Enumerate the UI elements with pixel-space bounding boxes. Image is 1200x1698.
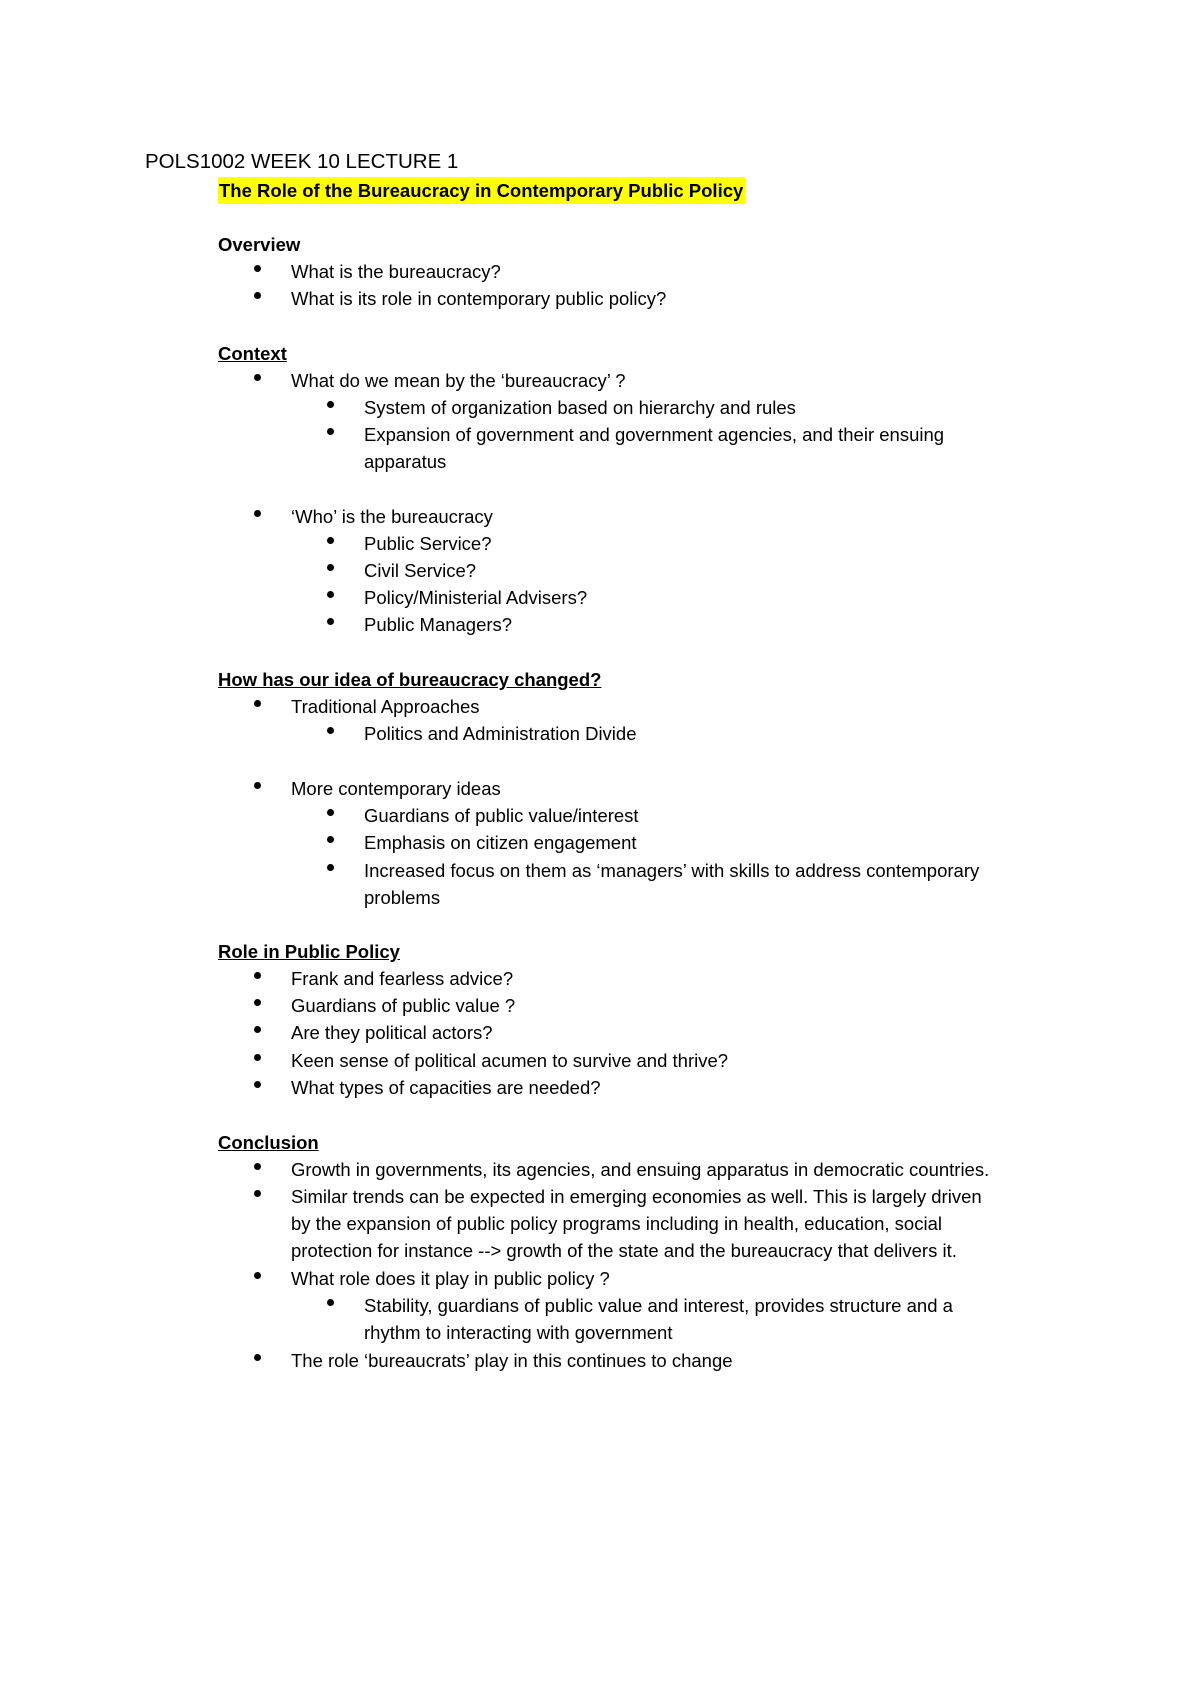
sub-list-item: Stability, guardians of public value and interest, provides structure and a <box>364 1295 953 1316</box>
bullet-icon <box>327 618 334 625</box>
list-item: What is the bureaucracy? <box>291 261 501 282</box>
bullet-icon <box>327 809 334 816</box>
list-item: Traditional Approaches <box>291 696 480 717</box>
document-title: POLS1002 WEEK 10 LECTURE 1 <box>145 150 459 173</box>
bullet-icon <box>327 564 334 571</box>
bullet-icon <box>254 265 261 272</box>
section-heading-context: Context <box>218 343 287 364</box>
bullet-icon <box>254 1272 261 1279</box>
sub-list-item: Civil Service? <box>364 560 477 581</box>
bullet-icon <box>254 1026 261 1033</box>
bullet-icon <box>254 972 261 979</box>
sub-list-item: Politics and Administration Divide <box>364 723 637 744</box>
sub-list-item-continuation: apparatus <box>364 451 447 472</box>
sub-list-item: Increased focus on them as ‘managers’ with skills to address contemporary <box>364 860 980 881</box>
bullet-icon <box>327 401 334 408</box>
list-item: Similar trends can be expected in emerging economies as well. This is largely driven <box>291 1186 982 1207</box>
list-item: More contemporary ideas <box>291 778 501 799</box>
sub-list-item: Public Managers? <box>364 614 513 635</box>
list-item: Guardians of public value ? <box>291 995 516 1016</box>
bullet-icon <box>254 1163 261 1170</box>
sub-list-item: System of organization based on hierarchy and rules <box>364 397 796 418</box>
bullet-icon <box>327 591 334 598</box>
bullet-icon <box>254 700 261 707</box>
list-item: What do we mean by the ‘bureaucracy’ ? <box>291 370 626 391</box>
bullet-icon <box>327 537 334 544</box>
bullet-icon <box>254 510 261 517</box>
bullet-icon <box>254 782 261 789</box>
section-heading-conclusion: Conclusion <box>218 1132 319 1153</box>
bullet-icon <box>327 1299 334 1306</box>
sub-list-item: Emphasis on citizen engagement <box>364 832 637 853</box>
bullet-icon <box>327 727 334 734</box>
bullet-icon <box>327 864 334 871</box>
section-heading-role: Role in Public Policy <box>218 941 400 962</box>
bullet-icon <box>254 1354 261 1361</box>
list-item: Keen sense of political acumen to survive and thrive? <box>291 1050 729 1071</box>
section-heading-overview: Overview <box>218 234 301 255</box>
list-item: What role does it play in public policy ? <box>291 1268 610 1289</box>
sub-list-item-continuation: rhythm to interacting with government <box>364 1322 673 1343</box>
bullet-icon <box>327 836 334 843</box>
bullet-icon <box>327 428 334 435</box>
bullet-icon <box>254 1190 261 1197</box>
list-item: The role ‘bureaucrats’ play in this continues to change <box>291 1350 733 1371</box>
list-item-continuation: protection for instance --> growth of the state and the bureaucracy that delivers it. <box>291 1240 957 1261</box>
list-item: Are they political actors? <box>291 1022 493 1043</box>
bullet-icon <box>254 292 261 299</box>
sub-list-item: Public Service? <box>364 533 492 554</box>
list-item-continuation: by the expansion of public policy programs including in health, education, social <box>291 1213 942 1234</box>
list-item: Growth in governments, its agencies, and ensuing apparatus in democratic countries. <box>291 1159 990 1180</box>
section-heading-changed: How has our idea of bureaucracy changed? <box>218 669 602 690</box>
bullet-icon <box>254 999 261 1006</box>
bullet-icon <box>254 1081 261 1088</box>
sub-list-item: Policy/Ministerial Advisers? <box>364 587 588 608</box>
bullet-icon <box>254 1054 261 1061</box>
list-item: ‘Who’ is the bureaucracy <box>291 506 493 527</box>
list-item: What is its role in contemporary public policy? <box>291 288 667 309</box>
sub-list-item: Expansion of government and government agencies, and their ensuing <box>364 424 945 445</box>
sub-list-item: Guardians of public value/interest <box>364 805 639 826</box>
list-item: Frank and fearless advice? <box>291 968 514 989</box>
list-item: What types of capacities are needed? <box>291 1077 601 1098</box>
sub-list-item-continuation: problems <box>364 887 441 908</box>
bullet-icon <box>254 374 261 381</box>
document-subtitle-highlighted: The Role of the Bureaucracy in Contemporary Public Policy <box>218 177 745 204</box>
